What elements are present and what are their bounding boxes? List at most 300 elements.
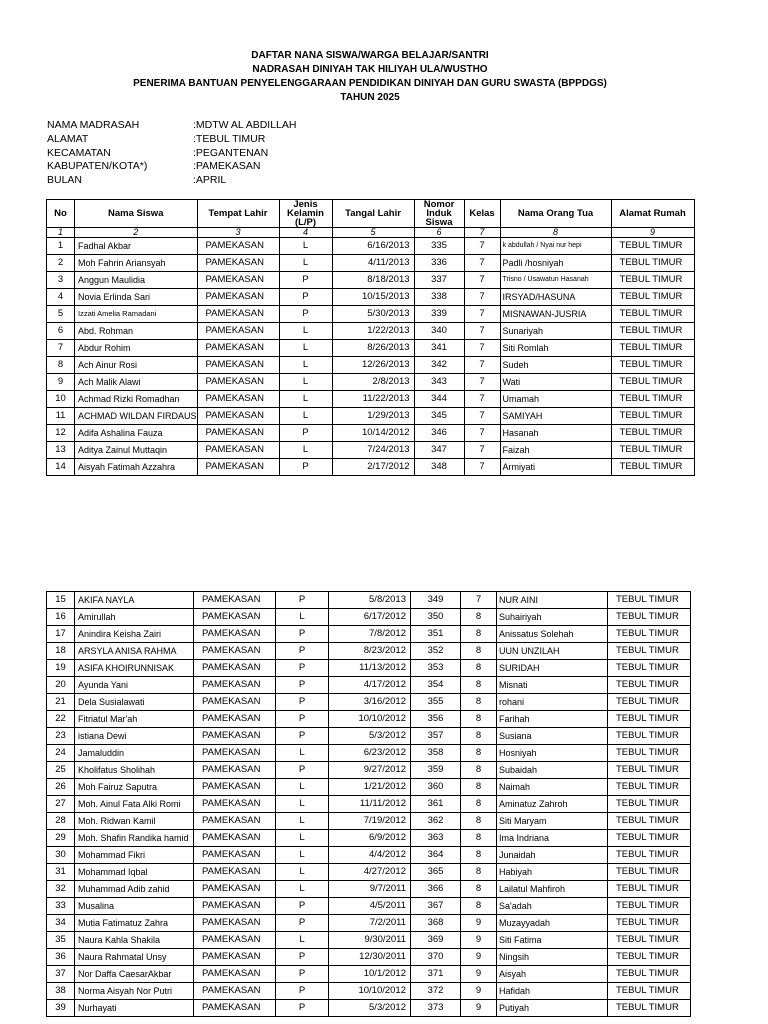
cell-nama-siswa: Novia Erlinda Sari — [75, 289, 198, 306]
cell-nomor-induk: 339 — [414, 306, 464, 323]
cell-nomor-induk: 336 — [414, 255, 464, 272]
table-row — [47, 898, 691, 915]
cell-alamat-rumah: TEBUL TIMUR — [608, 643, 691, 660]
cell-nomor-induk: 343 — [414, 374, 464, 391]
cell-nama-orang-tua: Aminatuz Zahroh — [497, 796, 608, 813]
cell-alamat-rumah: TEBUL TIMUR — [608, 1000, 691, 1017]
title-line-4: TAHUN 2025 — [340, 92, 400, 103]
cell-kelas: 7 — [464, 323, 500, 340]
cell-tanggal-lahir: 2/17/2012 — [332, 459, 414, 476]
cell-no: 31 — [47, 864, 75, 881]
cell-kelas: 8 — [461, 830, 497, 847]
cell-tanggal-lahir: 5/30/2013 — [332, 306, 414, 323]
cell-alamat-rumah: TEBUL TIMUR — [608, 813, 691, 830]
cell-tanggal-lahir: 4/17/2012 — [329, 677, 411, 694]
cell-nama-orang-tua: Sudeh — [500, 357, 611, 374]
table-row — [47, 425, 695, 442]
cell-tanggal-lahir: 4/11/2013 — [332, 255, 414, 272]
table-row — [47, 813, 691, 830]
cell-jenis-kelamin: P — [276, 983, 329, 1000]
cell-kelas: 8 — [461, 745, 497, 762]
cell-nomor-induk: 358 — [411, 745, 461, 762]
cell-nama-siswa: Naura Kahla Shakila — [75, 932, 194, 949]
info-label: BULAN — [47, 174, 83, 187]
cell-kelas: 8 — [461, 881, 497, 898]
cell-kelas: 7 — [464, 357, 500, 374]
table-row — [47, 711, 691, 728]
cell-tanggal-lahir: 1/29/2013 — [332, 408, 414, 425]
cell-kelas: 7 — [464, 238, 500, 255]
cell-no: 29 — [47, 830, 75, 847]
cell-jenis-kelamin: P — [276, 660, 329, 677]
cell-tanggal-lahir: 10/1/2012 — [329, 966, 411, 983]
cell-jenis-kelamin: P — [276, 949, 329, 966]
cell-tempat-lahir: PAMEKASAN — [194, 898, 276, 915]
cell-jenis-kelamin: P — [276, 626, 329, 643]
title-line-2: NADRASAH DINIYAH TAK HILIYAH ULA/WUSTHO — [252, 64, 488, 75]
cell-no: 16 — [47, 609, 75, 626]
cell-nomor-induk: 342 — [414, 357, 464, 374]
cell-kelas: 8 — [461, 728, 497, 745]
cell-nama-orang-tua: Suhairiyah — [497, 609, 608, 626]
cell-tanggal-lahir: 11/11/2012 — [329, 796, 411, 813]
title-line-3: PENERIMA BANTUAN PENYELENGGARAAN PENDIDIKAN DINIYAH DAN GURU SWASTA (BPPDGS) — [133, 78, 607, 89]
cell-nomor-induk: 349 — [411, 592, 461, 609]
cell-nama-orang-tua: Ima Indriana — [497, 830, 608, 847]
cell-tanggal-lahir: 1/21/2012 — [329, 779, 411, 796]
cell-tanggal-lahir: 4/4/2012 — [329, 847, 411, 864]
cell-alamat-rumah: TEBUL TIMUR — [611, 340, 694, 357]
title-line-1: DAFTAR NANA SISWA/WARGA BELAJAR/SANTRI — [251, 50, 489, 61]
cell-alamat-rumah: TEBUL TIMUR — [611, 255, 694, 272]
cell-tempat-lahir: PAMEKASAN — [197, 255, 279, 272]
column-number: 3 — [197, 228, 279, 238]
cell-kelas: 9 — [461, 932, 497, 949]
school-info — [47, 119, 296, 188]
cell-tempat-lahir: PAMEKASAN — [194, 660, 276, 677]
cell-alamat-rumah: TEBUL TIMUR — [608, 626, 691, 643]
cell-nama-orang-tua: Siti Fatima — [497, 932, 608, 949]
cell-no: 38 — [47, 983, 75, 1000]
cell-nama-siswa: Achmad Rizki Romadhan — [75, 391, 198, 408]
cell-jenis-kelamin: P — [276, 898, 329, 915]
cell-kelas: 7 — [464, 425, 500, 442]
cell-nomor-induk: 347 — [414, 442, 464, 459]
cell-nama-siswa: Abdur Rohim — [75, 340, 198, 357]
cell-jenis-kelamin: L — [279, 442, 332, 459]
cell-no: 22 — [47, 711, 75, 728]
header-kelas: Kelas — [464, 200, 500, 228]
cell-nama-orang-tua: Faizah — [500, 442, 611, 459]
cell-no: 4 — [47, 289, 75, 306]
cell-nomor-induk: 335 — [414, 238, 464, 255]
cell-jenis-kelamin: L — [276, 932, 329, 949]
cell-alamat-rumah: TEBUL TIMUR — [608, 609, 691, 626]
header-no: No — [47, 200, 75, 228]
cell-jenis-kelamin: L — [279, 340, 332, 357]
table-row — [47, 694, 691, 711]
cell-nama-siswa: Fadhal Akbar — [75, 238, 198, 255]
cell-alamat-rumah: TEBUL TIMUR — [608, 983, 691, 1000]
cell-jenis-kelamin: P — [276, 677, 329, 694]
cell-tanggal-lahir: 3/16/2012 — [329, 694, 411, 711]
cell-nomor-induk: 356 — [411, 711, 461, 728]
cell-tanggal-lahir: 12/30/2011 — [329, 949, 411, 966]
cell-tempat-lahir: PAMEKASAN — [197, 408, 279, 425]
cell-nama-siswa: Naura Rahmatal Unsy — [75, 949, 194, 966]
cell-jenis-kelamin: P — [279, 306, 332, 323]
cell-jenis-kelamin: L — [276, 609, 329, 626]
cell-kelas: 7 — [461, 592, 497, 609]
cell-no: 1 — [47, 238, 75, 255]
cell-nomor-induk: 359 — [411, 762, 461, 779]
cell-nomor-induk: 345 — [414, 408, 464, 425]
cell-nomor-induk: 361 — [411, 796, 461, 813]
cell-nama-orang-tua: MISNAWAN-JUSRIA — [500, 306, 611, 323]
cell-tanggal-lahir: 4/27/2012 — [329, 864, 411, 881]
cell-alamat-rumah: TEBUL TIMUR — [611, 408, 694, 425]
cell-tempat-lahir: PAMEKASAN — [194, 813, 276, 830]
column-number: 5 — [332, 228, 414, 238]
cell-tanggal-lahir: 1/22/2013 — [332, 323, 414, 340]
cell-nama-siswa: Moh Fairuz Saputra — [75, 779, 194, 796]
cell-tempat-lahir: PAMEKASAN — [194, 932, 276, 949]
cell-kelas: 7 — [464, 459, 500, 476]
cell-nomor-induk: 365 — [411, 864, 461, 881]
cell-no: 28 — [47, 813, 75, 830]
cell-jenis-kelamin: P — [276, 966, 329, 983]
cell-nama-siswa: Aisyah Fatimah Azzahra — [75, 459, 198, 476]
cell-nama-siswa: Mohammad Fikri — [75, 847, 194, 864]
cell-kelas: 7 — [464, 255, 500, 272]
cell-alamat-rumah: TEBUL TIMUR — [608, 762, 691, 779]
column-number: 6 — [414, 228, 464, 238]
cell-jenis-kelamin: P — [276, 643, 329, 660]
table-row — [47, 745, 691, 762]
cell-kelas: 9 — [461, 966, 497, 983]
info-label: NAMA MADRASAH — [47, 119, 140, 131]
header-nama-orang-tua: Nama Orang Tua — [500, 200, 611, 228]
header-alamat-rumah: Alamat Rumah — [611, 200, 694, 228]
cell-alamat-rumah: TEBUL TIMUR — [608, 932, 691, 949]
student-rows-2 — [47, 592, 691, 1017]
cell-kelas: 9 — [461, 949, 497, 966]
table-row — [47, 830, 691, 847]
cell-tempat-lahir: PAMEKASAN — [194, 830, 276, 847]
cell-jenis-kelamin: P — [279, 425, 332, 442]
cell-nomor-induk: 338 — [414, 289, 464, 306]
table-row — [47, 983, 691, 1000]
cell-nama-siswa: Ayunda Yani — [75, 677, 194, 694]
cell-nomor-induk: 354 — [411, 677, 461, 694]
cell-nomor-induk: 357 — [411, 728, 461, 745]
cell-nama-siswa: Moh. Ainul Fata Alki Romi — [75, 796, 194, 813]
cell-nomor-induk: 352 — [411, 643, 461, 660]
cell-nama-siswa: Moh Fahrin Ariansyah — [75, 255, 198, 272]
cell-nama-orang-tua: rohani — [497, 694, 608, 711]
cell-tempat-lahir: PAMEKASAN — [194, 796, 276, 813]
cell-tempat-lahir: PAMEKASAN — [197, 374, 279, 391]
cell-no: 7 — [47, 340, 75, 357]
table-row — [47, 626, 691, 643]
cell-nama-siswa: Amirullah — [75, 609, 194, 626]
cell-jenis-kelamin: P — [279, 289, 332, 306]
cell-tempat-lahir: PAMEKASAN — [197, 425, 279, 442]
cell-alamat-rumah: TEBUL TIMUR — [608, 796, 691, 813]
cell-no: 26 — [47, 779, 75, 796]
cell-kelas: 8 — [461, 677, 497, 694]
column-number: 1 — [47, 228, 75, 238]
table-header-row — [47, 200, 695, 228]
info-row-kabupaten — [47, 160, 296, 174]
table-row — [47, 915, 691, 932]
cell-kelas: 7 — [464, 442, 500, 459]
cell-no: 19 — [47, 660, 75, 677]
table-row — [47, 255, 695, 272]
cell-tanggal-lahir: 7/19/2012 — [329, 813, 411, 830]
table-row — [47, 949, 691, 966]
student-rows-1 — [47, 238, 695, 476]
cell-tempat-lahir: PAMEKASAN — [197, 459, 279, 476]
cell-tanggal-lahir: 7/8/2012 — [329, 626, 411, 643]
cell-alamat-rumah: TEBUL TIMUR — [611, 357, 694, 374]
cell-jenis-kelamin: P — [279, 459, 332, 476]
table-row — [47, 459, 695, 476]
cell-nama-orang-tua: SAMIYAH — [500, 408, 611, 425]
cell-tanggal-lahir: 4/5/2011 — [329, 898, 411, 915]
cell-alamat-rumah: TEBUL TIMUR — [611, 391, 694, 408]
cell-kelas: 7 — [464, 306, 500, 323]
cell-nama-siswa: Ach Ainur Rosi — [75, 357, 198, 374]
table-row — [47, 272, 695, 289]
cell-tanggal-lahir: 10/10/2012 — [329, 983, 411, 1000]
table-row — [47, 762, 691, 779]
cell-alamat-rumah: TEBUL TIMUR — [611, 425, 694, 442]
cell-jenis-kelamin: L — [276, 796, 329, 813]
cell-kelas: 8 — [461, 762, 497, 779]
info-row-kecamatan — [47, 147, 296, 161]
cell-nomor-induk: 373 — [411, 1000, 461, 1017]
cell-no: 10 — [47, 391, 75, 408]
cell-no: 39 — [47, 1000, 75, 1017]
cell-tanggal-lahir: 10/15/2013 — [332, 289, 414, 306]
cell-tanggal-lahir: 8/23/2012 — [329, 643, 411, 660]
cell-nama-orang-tua: Putiyah — [497, 1000, 608, 1017]
cell-kelas: 7 — [464, 340, 500, 357]
info-row-alamat — [47, 133, 296, 147]
info-row-madrasah — [47, 119, 296, 133]
cell-alamat-rumah: TEBUL TIMUR — [608, 966, 691, 983]
table-row — [47, 408, 695, 425]
cell-nama-orang-tua: Muzayyadah — [497, 915, 608, 932]
cell-nama-orang-tua: Siti Romlah — [500, 340, 611, 357]
cell-no: 21 — [47, 694, 75, 711]
header-nama-siswa: Nama Siswa — [75, 200, 198, 228]
cell-no: 20 — [47, 677, 75, 694]
cell-nama-orang-tua: Sunariyah — [500, 323, 611, 340]
cell-nama-orang-tua: k abdullah / Nyai nur hepi — [500, 238, 611, 255]
cell-alamat-rumah: TEBUL TIMUR — [608, 694, 691, 711]
table-row — [47, 306, 695, 323]
cell-nama-orang-tua: Naimah — [497, 779, 608, 796]
info-value: :PEGANTENAN — [193, 146, 269, 159]
cell-kelas: 8 — [461, 660, 497, 677]
cell-tanggal-lahir: 11/13/2012 — [329, 660, 411, 677]
cell-tanggal-lahir: 5/3/2012 — [329, 728, 411, 745]
cell-nama-orang-tua: SURIDAH — [497, 660, 608, 677]
cell-tempat-lahir: PAMEKASAN — [197, 238, 279, 255]
column-number: 8 — [500, 228, 611, 238]
cell-kelas: 9 — [461, 983, 497, 1000]
cell-tempat-lahir: PAMEKASAN — [194, 847, 276, 864]
cell-nama-orang-tua: Umamah — [500, 391, 611, 408]
cell-nama-siswa: Mohammad Iqbal — [75, 864, 194, 881]
cell-alamat-rumah: TEBUL TIMUR — [608, 881, 691, 898]
cell-kelas: 8 — [461, 643, 497, 660]
cell-kelas: 7 — [464, 374, 500, 391]
table-row — [47, 357, 695, 374]
cell-nomor-induk: 337 — [414, 272, 464, 289]
info-value: :APRIL — [193, 174, 227, 187]
column-number: 4 — [279, 228, 332, 238]
cell-nomor-induk: 370 — [411, 949, 461, 966]
table-row — [47, 374, 695, 391]
cell-nama-siswa: Anggun Maulidia — [75, 272, 198, 289]
cell-nama-siswa: Dela Susialawati — [75, 694, 194, 711]
cell-no: 18 — [47, 643, 75, 660]
table-row — [47, 442, 695, 459]
cell-nama-siswa: Adifa Ashalina Fauza — [75, 425, 198, 442]
cell-kelas: 7 — [464, 408, 500, 425]
cell-nama-orang-tua: Susiana — [497, 728, 608, 745]
cell-alamat-rumah: TEBUL TIMUR — [608, 728, 691, 745]
column-number: 7 — [464, 228, 500, 238]
cell-nomor-induk: 364 — [411, 847, 461, 864]
cell-nomor-induk: 353 — [411, 660, 461, 677]
table-row — [47, 966, 691, 983]
cell-jenis-kelamin: L — [276, 779, 329, 796]
cell-no: 12 — [47, 425, 75, 442]
cell-jenis-kelamin: L — [276, 864, 329, 881]
cell-jenis-kelamin: L — [276, 830, 329, 847]
cell-nama-siswa: Aditya Zainul Muttaqin — [75, 442, 198, 459]
info-label: KECAMATAN — [47, 146, 111, 159]
cell-alamat-rumah: TEBUL TIMUR — [611, 459, 694, 476]
cell-kelas: 8 — [461, 847, 497, 864]
cell-tanggal-lahir: 5/8/2013 — [329, 592, 411, 609]
cell-nama-orang-tua: Armiyati — [500, 459, 611, 476]
cell-tempat-lahir: PAMEKASAN — [194, 592, 276, 609]
cell-nama-siswa: istiana Dewi — [75, 728, 194, 745]
info-label: KABUPATEN/KOTA*) — [47, 160, 148, 173]
cell-alamat-rumah: TEBUL TIMUR — [608, 830, 691, 847]
cell-no: 17 — [47, 626, 75, 643]
cell-tempat-lahir: PAMEKASAN — [197, 272, 279, 289]
cell-alamat-rumah: TEBUL TIMUR — [611, 238, 694, 255]
table-row — [47, 932, 691, 949]
cell-alamat-rumah: TEBUL TIMUR — [608, 847, 691, 864]
table-row — [47, 340, 695, 357]
cell-nomor-induk: 348 — [414, 459, 464, 476]
cell-tempat-lahir: PAMEKASAN — [197, 391, 279, 408]
cell-tanggal-lahir: 8/18/2013 — [332, 272, 414, 289]
table-row — [47, 677, 691, 694]
cell-no: 34 — [47, 915, 75, 932]
cell-no: 8 — [47, 357, 75, 374]
info-label: ALAMAT — [47, 132, 89, 145]
cell-jenis-kelamin: L — [276, 847, 329, 864]
info-value: :MDTW AL ABDILLAH — [193, 119, 297, 131]
cell-kelas: 8 — [461, 711, 497, 728]
header-jenis-kelamin: Jenis Kelamin (L/P) — [279, 200, 332, 228]
cell-nama-siswa: Moh. Shafin Randika hamid — [75, 830, 194, 847]
cell-jenis-kelamin: L — [276, 745, 329, 762]
cell-nama-orang-tua: Wati — [500, 374, 611, 391]
cell-nama-siswa: AKIFA NAYLA — [75, 592, 194, 609]
cell-alamat-rumah: TEBUL TIMUR — [611, 442, 694, 459]
cell-tempat-lahir: PAMEKASAN — [194, 626, 276, 643]
cell-alamat-rumah: TEBUL TIMUR — [611, 289, 694, 306]
cell-tempat-lahir: PAMEKASAN — [197, 289, 279, 306]
cell-tempat-lahir: PAMEKASAN — [194, 779, 276, 796]
cell-nomor-induk: 344 — [414, 391, 464, 408]
cell-no: 25 — [47, 762, 75, 779]
table-row — [47, 643, 691, 660]
cell-kelas: 8 — [461, 779, 497, 796]
cell-alamat-rumah: TEBUL TIMUR — [611, 306, 694, 323]
cell-kelas: 8 — [461, 694, 497, 711]
cell-tempat-lahir: PAMEKASAN — [194, 609, 276, 626]
cell-tanggal-lahir: 6/16/2013 — [332, 238, 414, 255]
cell-no: 33 — [47, 898, 75, 915]
cell-tempat-lahir: PAMEKASAN — [194, 983, 276, 1000]
cell-nama-siswa: Jamaluddin — [75, 745, 194, 762]
cell-nomor-induk: 346 — [414, 425, 464, 442]
cell-tanggal-lahir: 5/3/2012 — [329, 1000, 411, 1017]
cell-nama-orang-tua: NUR AINI — [497, 592, 608, 609]
cell-jenis-kelamin: P — [276, 711, 329, 728]
cell-no: 3 — [47, 272, 75, 289]
cell-alamat-rumah: TEBUL TIMUR — [608, 779, 691, 796]
cell-jenis-kelamin: P — [276, 728, 329, 745]
cell-nama-orang-tua: Hafidah — [497, 983, 608, 1000]
cell-tempat-lahir: PAMEKASAN — [194, 949, 276, 966]
cell-tempat-lahir: PAMEKASAN — [194, 728, 276, 745]
cell-no: 5 — [47, 306, 75, 323]
cell-tempat-lahir: PAMEKASAN — [197, 340, 279, 357]
cell-nama-orang-tua: Sa'adah — [497, 898, 608, 915]
cell-jenis-kelamin: P — [276, 694, 329, 711]
cell-nama-orang-tua: Junaidah — [497, 847, 608, 864]
header-tanggal-lahir: Tangal Lahir — [332, 200, 414, 228]
cell-tempat-lahir: PAMEKASAN — [194, 643, 276, 660]
cell-tempat-lahir: PAMEKASAN — [197, 442, 279, 459]
cell-alamat-rumah: TEBUL TIMUR — [611, 374, 694, 391]
cell-tanggal-lahir: 6/17/2012 — [329, 609, 411, 626]
cell-nomor-induk: 351 — [411, 626, 461, 643]
cell-tanggal-lahir: 7/24/2013 — [332, 442, 414, 459]
cell-nomor-induk: 350 — [411, 609, 461, 626]
cell-jenis-kelamin: L — [279, 391, 332, 408]
cell-tanggal-lahir: 6/23/2012 — [329, 745, 411, 762]
cell-no: 13 — [47, 442, 75, 459]
cell-no: 14 — [47, 459, 75, 476]
cell-nama-orang-tua: Padli /hosniyah — [500, 255, 611, 272]
cell-tanggal-lahir: 9/7/2011 — [329, 881, 411, 898]
cell-nama-siswa: Abd. Rohman — [75, 323, 198, 340]
cell-tanggal-lahir: 10/10/2012 — [329, 711, 411, 728]
cell-kelas: 8 — [461, 609, 497, 626]
